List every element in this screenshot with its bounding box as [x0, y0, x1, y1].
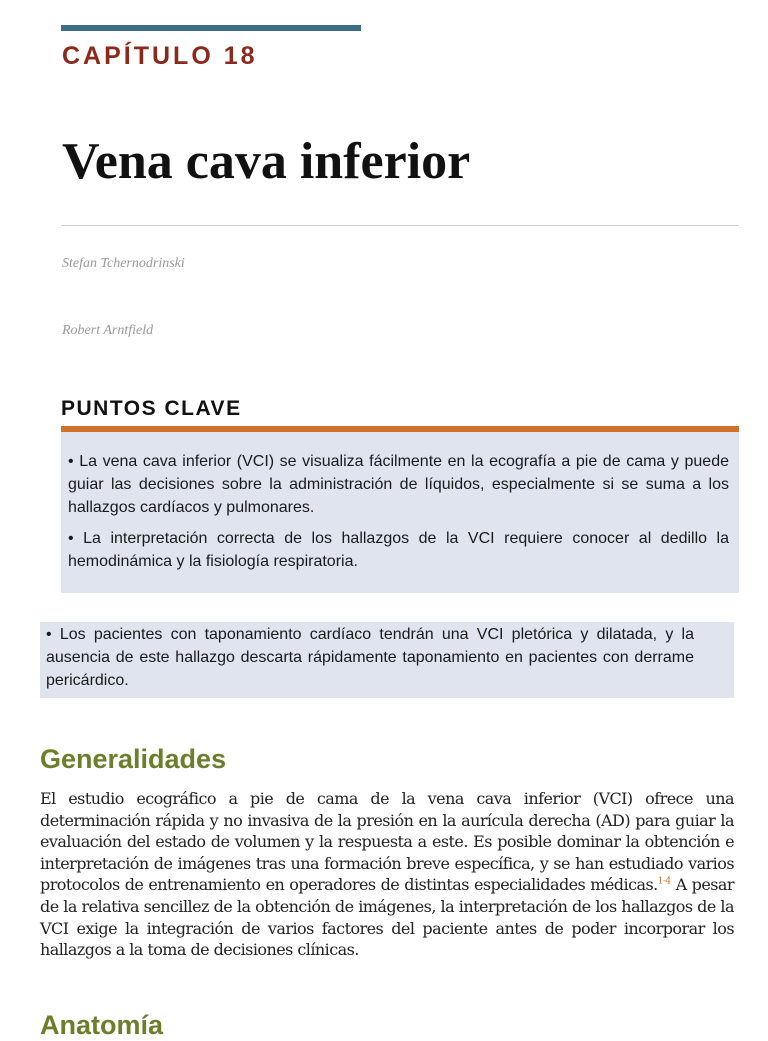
paragraph-text: El estudio ecográfico a pie de cama de la vena cava inferior (VCI) ofrece una determinación rápida y no invasiva de la presión en la aurícula derecha (AD) para guiar la evaluación del estado de volumen y la respuesta a este. Es posible dominar la obtención e interpretación de imágenes tras una formación breve específica, y se han estudiado varios protocolos de entrenamiento en operadores de distintas especialidades médicas. — [40, 789, 734, 895]
key-point-item: • La vena cava inferior (VCI) se visualiza fácilmente en la ecografía a pie de cama y puede guiar las decisiones sobre la administración de líquidos, especialmente si se suma a los hallazgos cardíacos y pulmonares. — [68, 453, 729, 516]
citation-link[interactable]: 1-4 — [657, 877, 671, 888]
chapter-label: CAPÍTULO 18 — [62, 42, 258, 70]
title-divider — [61, 225, 739, 226]
key-points-heading: PUNTOS CLAVE — [61, 397, 242, 420]
key-point-item: • La interpretación correcta de los hallazgos de la VCI requiere conocer al dedillo la hemodinámica y la fisiología respiratoria. — [68, 530, 729, 570]
key-points-box — [61, 432, 739, 593]
paragraph-text: A pesar de la relativa sencillez de la obtención de imágenes, la interpretación de los hallazgos de la VCI exige la integración de varios factores del paciente antes de poder incorporar los hallazgos a la toma de decisiones clínicas. — [40, 875, 734, 960]
author-name: Stefan Tchernodrinski — [62, 256, 185, 271]
key-points-box-continued — [40, 622, 734, 698]
section-heading: Generalidades — [40, 744, 227, 774]
body-paragraph — [40, 788, 734, 961]
key-point-item: • Los pacientes con taponamiento cardíaco tendrán una VCI pletórica y dilatada, y la ausencia de este hallazgo descarta rápidamente taponamiento en pacientes con derrame pericárdico. — [46, 626, 694, 689]
author-name: Robert Arntfield — [62, 323, 154, 338]
next-section-heading: Anatomía — [40, 1010, 164, 1040]
top-accent-bar — [61, 25, 361, 31]
chapter-title: Vena cava inferior — [62, 133, 471, 190]
